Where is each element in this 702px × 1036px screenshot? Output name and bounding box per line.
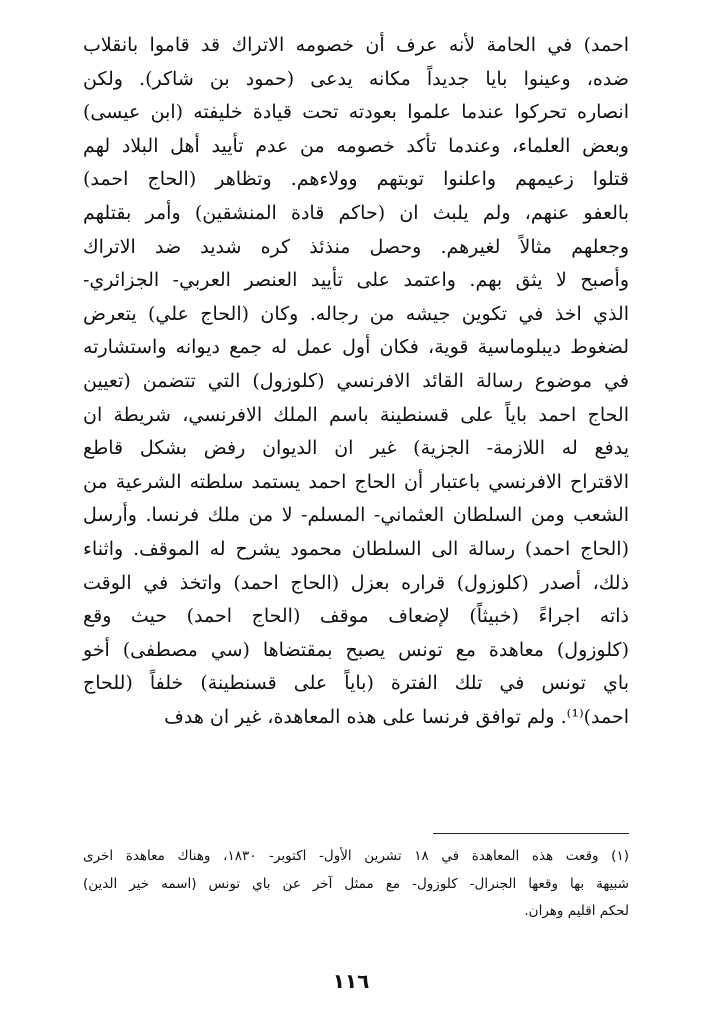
body-line: احمد)⁽¹⁾. ولم توافق فرنسا على هذه المعاهدة، غير ان هدف [164,705,629,728]
body-line: باي تونس في تلك الفترة (باياً على قسنطينة) خلفاً (للحاج [83,672,629,695]
body-line: احمد) في الحامة لأنه عرف أن خصومه الاتراك قد قاموا بانقلاب [83,34,629,56]
footnote [83,843,629,926]
footnote-line: (١) وقعت هذه المعاهدة في ١٨ تشرين الأول- اكتوبر- ١٨٣٠، وهناك معاهدة اخرى [83,848,629,864]
body-line: ذاته اجراءً (خبيثاً) لإضعاف موقف (الحاج احمد) حيث وقع [83,605,629,628]
body-line: الذي اخذ في تكوين جيشه من رجاله. وكان (الحاج علي) يتعرض [83,302,629,325]
body-line: وأصبح لا يثق بهم. واعتمد على تأييد العنصر العربي- الجزائري- [83,269,629,292]
body-line: الاقتراح الافرنسي باعتبار أن الحاج احمد يستمد سلطته الشرعية من [83,470,629,493]
footnote-line: شبيهة بها وقعها الجنرال- كلوزول- مع ممثل آخر عن باي تونس (اسمه خير الدين) [83,875,629,892]
body-line: الحاج احمد باياً على قسنطينة باسم الملك الافرنسي، شريطة ان [83,403,629,426]
body-line: لضغوط ديبلوماسية قوية، فكان أول عمل له جمع ديوانه واستشارته [83,336,629,359]
body-line: بالعفو عنهم، ولم يلبث ان (حاكم قادة المنشقين) وأمر بقتلهم [83,201,629,224]
footnote-divider [433,833,629,834]
body-line: (كلوزول) معاهدة مع تونس يصبح بمقتضاها (سي مصطفى) أخو [83,638,629,661]
body-line: ضده، وعينوا بايا جديداً مكانه يدعى (حمود بن شاكر). ولكن [83,67,629,90]
body-line: (الحاج احمد) رسالة الى السلطان محمود يشرح له الموقف. واثناء [83,537,629,560]
body-text [83,29,629,734]
body-line: يدفع له اللازمة- الجزية) غير ان الديوان رفض بشكل قاطع [83,437,629,460]
body-line: في موضوع رسالة القائد الافرنسي (كلوزول) التي تتضمن (تعيين [83,369,629,392]
body-line: ذلك، أصدر (كلوزول) قراره بعزل (الحاج احمد) واتخذ في الوقت [83,571,629,594]
body-line: انصاره تحركوا عندما علموا بعودته تحت قيادة خليفته (ابن عيسى) [83,101,629,124]
body-line: قتلوا زعيمهم واعلنوا توبتهم وولاءهم. وتظاهر (الحاج احمد) [83,168,629,191]
page-number: ١١٦ [332,969,370,993]
body-line: وجعلهم مثالاً لغيرهم. وحصل منذئذ كره شديد ضد الاتراك [83,235,629,258]
footnote-line: لحكم اقليم وهران. [524,903,629,919]
body-line: الشعب ومن السلطان العثماني- المسلم- لا من ملك فرنسا. وأرسل [83,504,629,527]
body-line: وبعض العلماء، وعندما تأكد خصومه من عدم تأييد أهل البلاد لهم [83,134,629,157]
